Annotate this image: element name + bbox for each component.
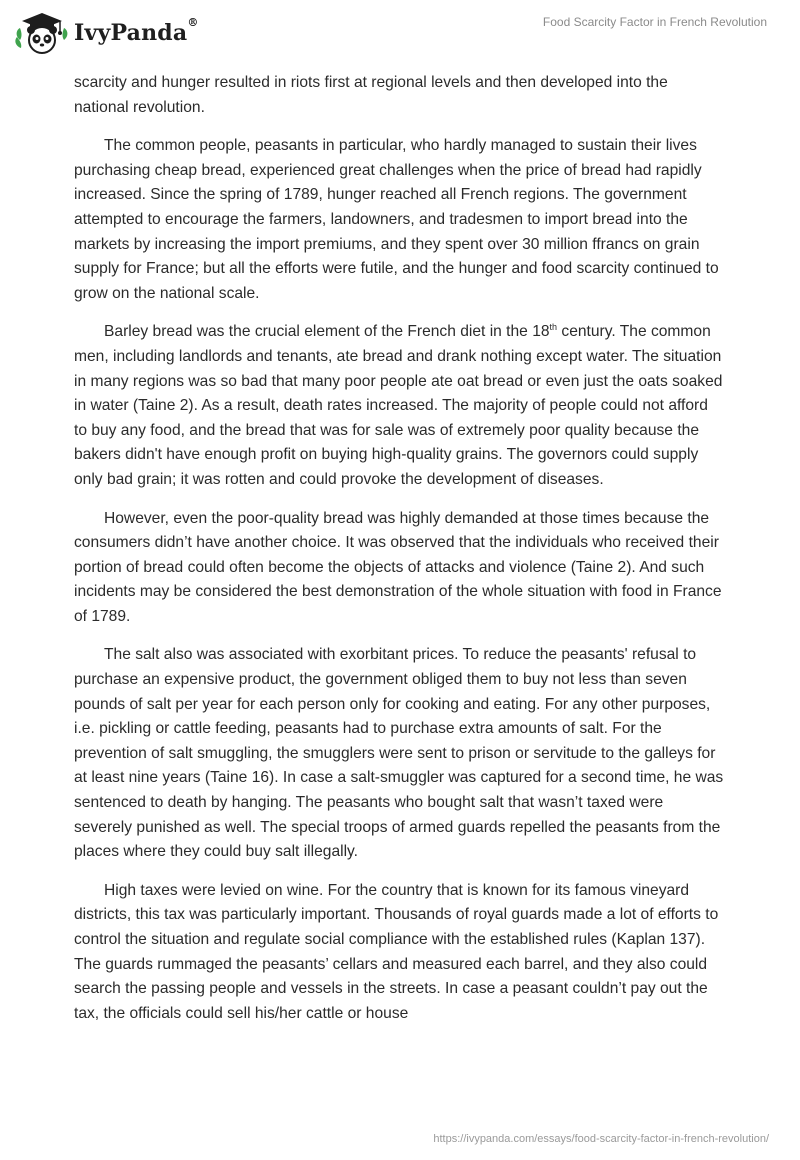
essay-body (74, 71, 724, 1040)
panda-graduate-logo-icon (14, 10, 70, 56)
paragraph-poor-quality-bread: However, even the poor-quality bread was highly demanded at those times because the consumers didn’t have another choice. It was observed that the individuals who received their portion of bread could often become the objects of attacks and violence (Taine 2). And such incidents may be considered the best demonstration of the whole situation with food in France of 1789. (74, 509, 722, 625)
paragraph-salt: The salt also was associated with exorbitant prices. To reduce the peasants' refusal to purchase an expensive product, the government obliged them to buy not less than seven pounds of salt per year for each person only for cooking and eating. For any other purposes, i.e. pickling or cattle feeding, peasants had to purchase extra amounts of salt. For the prevention of salt smuggling, the smugglers were sent to prison or servitude to the galleys for at least nine years (Taine 16). In case a salt-smuggler was captured for a second time, he was sentenced to death by hanging. The peasants who bought salt that wasn’t taxed were severely punished as well. The special troops of armed guards repelled the peasants from the places where they could buy salt illegally. (74, 646, 724, 861)
paragraph-wine-taxes: High taxes were levied on wine. For the country that is known for its famous vineyard districts, this tax was particularly important. Thousands of royal guards made a lot of efforts to control the situation and regulate social compliance with the established rules (Kaplan 137). The guards rummaged the peasants’ cellars and measured each barrel, and they also could search the passing people and vessels in the streets. In case a peasant couldn’t pay out the tax, the officials could sell his/her cattle or house (74, 881, 719, 1022)
ivypanda-logo[interactable] (14, 10, 199, 56)
paragraph-text: Barley bread was the crucial element of the French diet in the 18 (104, 323, 550, 341)
ordinal-superscript: th (549, 322, 558, 333)
paragraph-barley-bread (74, 320, 724, 492)
paragraph-bread-prices: The common people, peasants in particular, who hardly managed to sustain their lives purchasing cheap bread, experienced great challenges when the price of bread had rapidly increased. Since the spring of 1789, hunger reached all French regions. The government attempted to encourage the farmers, landowners, and tradesmen to import bread into the markets by increasing the import premiums, and they spent over 30 million ffrancs on grain supply for France; but all the efforts were futile, and the hunger and food scarcity continued to grow on the national scale. (74, 137, 719, 302)
brand-name: IvyPanda® (74, 16, 199, 46)
source-url-link[interactable]: https://ivypanda.com/essays/food-scarcity-factor-in-french-revolution/ (433, 1133, 769, 1145)
brand-registered-mark: ® (187, 16, 199, 29)
document-title: Food Scarcity Factor in French Revolution (542, 15, 767, 29)
paragraph-continued: scarcity and hunger resulted in riots first at regional levels and then developed into the national revolution. (74, 74, 668, 116)
paragraph-text: century. The common men, including landlords and tenants, ate bread and drank nothing except water. The situation in many regions was so bad that many poor people ate oat bread or even just the oats soaked in water (Taine 2). As a result, death rates increased. The majority of people could not afford to buy any food, and the bread that was for sale was of extremely poor quality because the bakers didn't have enough profit on buying high-quality grains. The governors could supply only bad grain; it was rotten and could provoke the development of diseases. (74, 323, 723, 488)
page-header (0, 0, 800, 70)
